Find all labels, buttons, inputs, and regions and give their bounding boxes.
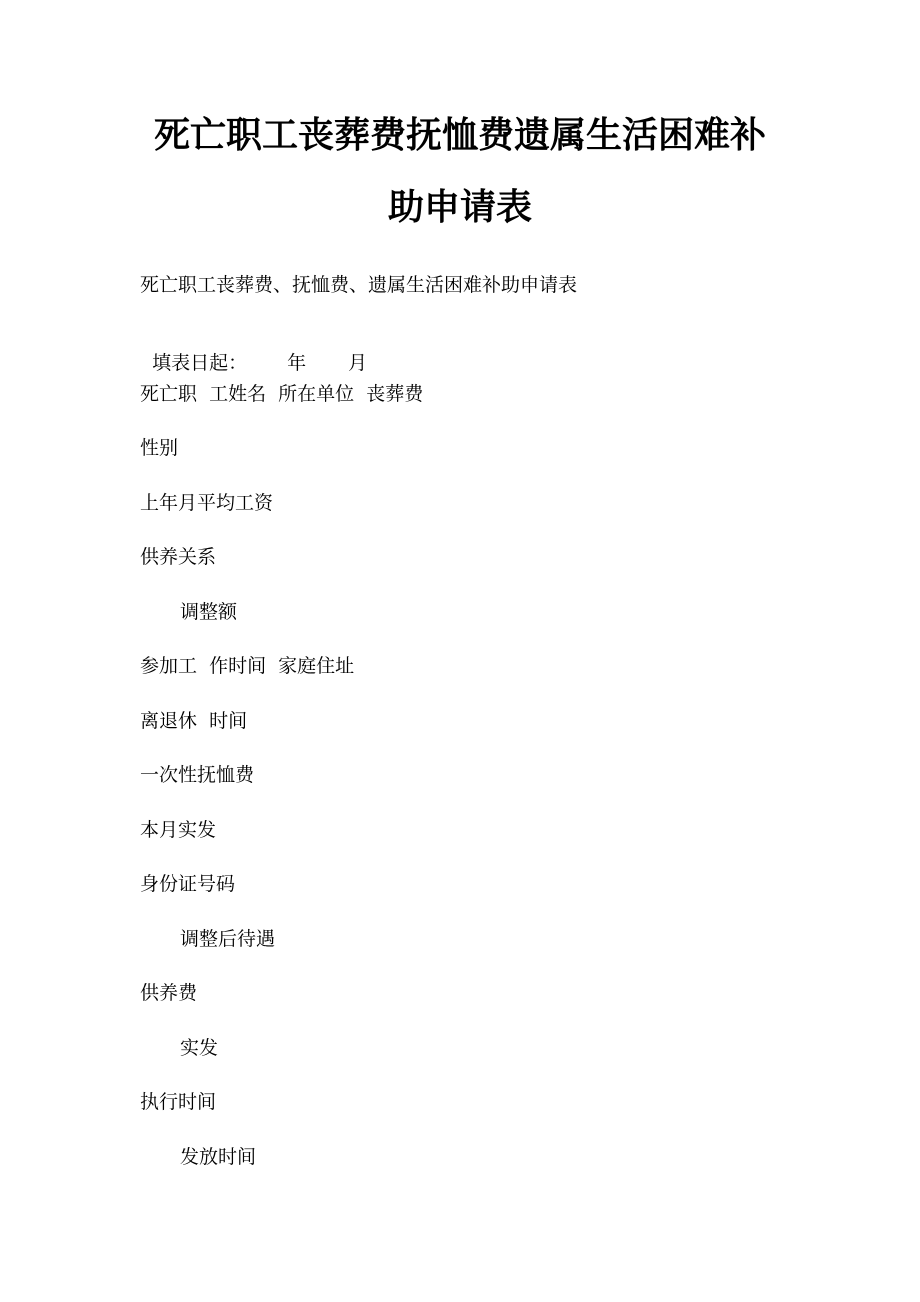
field-this-month-actual: 本月实发 [140,819,217,841]
fill-date-label: 填表日起： [152,352,248,374]
field-last-year-avg-wage: 上年月平均工资 [140,492,274,514]
field-one-time-pension: 一次性抚恤费 [140,764,255,786]
field-payment-time: 发放时间 [180,1146,257,1168]
field-dependency: 供养关系 [140,546,217,568]
fill-date-month: 月 [348,352,368,374]
field-retire-time: 离退休 时间 [140,710,248,732]
field-gender: 性别 [140,437,179,459]
field-id-number: 身份证号码 [140,873,236,895]
field-actual-paid: 实发 [180,1037,219,1059]
fill-date-year: 年 [287,352,307,374]
form-subtitle: 死亡职工丧葬费、抚恤费、遗属生活困难补助申请表 [140,274,578,296]
document-title-line-1: 死亡职工丧葬费抚恤费遗属生活困难补 [153,114,766,156]
document-title-line-2: 助申请表 [387,186,532,228]
field-adjustment-amount: 调整额 [180,601,238,623]
field-support-fee: 供养费 [140,982,198,1004]
fill-date-line [140,327,367,375]
field-name-unit-funeral: 死亡职 工姓名 所在单位 丧葬费 [140,383,424,405]
field-execution-time: 执行时间 [140,1091,217,1113]
field-work-start-address: 参加工 作时间 家庭住址 [140,655,355,677]
field-adjusted-benefit: 调整后待遇 [180,928,276,950]
